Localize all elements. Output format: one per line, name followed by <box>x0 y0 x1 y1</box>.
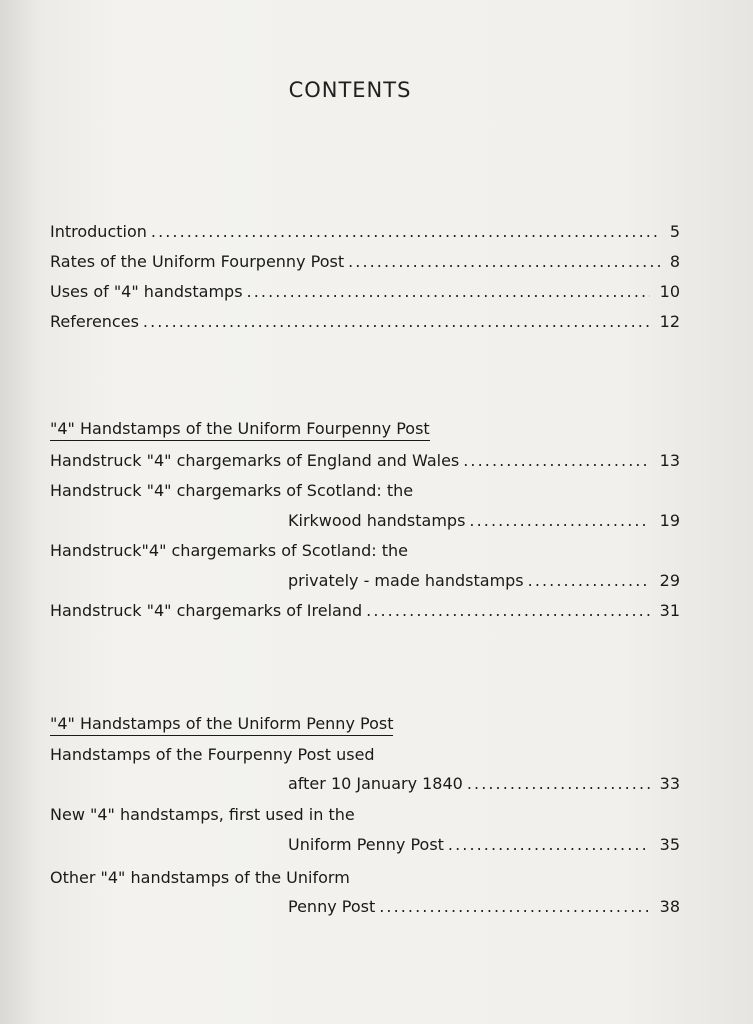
toc-entry-label: Penny Post <box>288 897 376 916</box>
toc-entry-uses[interactable] <box>50 280 680 304</box>
toc-entry-line: Handstamps of the Fourpenny Post used <box>50 745 375 764</box>
toc-entry-line: Other "4" handstamps of the Uniform <box>50 868 350 887</box>
toc-entry-line: Handstruck "4" chargemarks of Scotland: the <box>50 481 414 500</box>
toc-entry-label: Handstruck "4" chargemarks of England and Wales <box>50 451 460 470</box>
dot-leader <box>366 599 650 623</box>
dot-leader <box>469 509 649 533</box>
dot-leader <box>247 280 650 304</box>
toc-entry-page: 12 <box>659 312 680 331</box>
dot-leader <box>448 833 650 857</box>
toc-entry-rates[interactable] <box>50 250 680 274</box>
toc-entry-label: References <box>50 312 139 331</box>
toc-entry-label: Uses of "4" handstamps <box>50 282 243 301</box>
toc-entry-page: 35 <box>659 835 680 854</box>
toc-entry-label: Uniform Penny Post <box>288 835 444 854</box>
toc-entry-kirkwood[interactable] <box>288 509 680 533</box>
toc-entry-page: 5 <box>669 222 680 241</box>
toc-entry-england-wales[interactable] <box>50 449 680 473</box>
toc-entry-label: privately - made handstamps <box>288 571 524 590</box>
toc-entry-page: 33 <box>659 774 680 793</box>
toc-entry-page: 31 <box>659 601 680 620</box>
toc-entry-page: 10 <box>659 282 680 301</box>
dot-leader <box>467 772 650 796</box>
toc-entry-page: 19 <box>659 511 680 530</box>
toc-entry-ireland[interactable] <box>50 599 680 623</box>
dot-leader <box>379 895 649 919</box>
toc-entry-line: Handstruck"4" chargemarks of Scotland: the <box>50 541 409 560</box>
toc-entry-label: Handstruck "4" chargemarks of Ireland <box>50 601 363 620</box>
toc-entry-introduction[interactable] <box>50 220 680 244</box>
toc-entry-line: New "4" handstamps, first used in the <box>50 805 355 824</box>
page-title: CONTENTS <box>288 78 412 102</box>
toc-entry-label: Introduction <box>50 222 147 241</box>
toc-entry-after-1840[interactable] <box>288 772 680 796</box>
toc-entry-uniform-penny-post[interactable] <box>288 833 680 857</box>
dot-leader <box>463 449 649 473</box>
toc-entry-label: Kirkwood handstamps <box>288 511 466 530</box>
toc-entry-privately-made[interactable] <box>288 569 680 593</box>
dot-leader <box>151 220 660 244</box>
toc-entry-label: Rates of the Uniform Fourpenny Post <box>50 252 345 271</box>
toc-entry-page: 38 <box>659 897 680 916</box>
toc-entry-other-penny-post[interactable] <box>288 895 680 919</box>
dot-leader <box>348 250 660 274</box>
section-heading-fourpenny: "4" Handstamps of the Uniform Fourpenny Post <box>50 418 430 441</box>
section-heading-penny: "4" Handstamps of the Uniform Penny Post <box>50 713 393 736</box>
toc-entry-references[interactable] <box>50 310 680 334</box>
toc-entry-page: 29 <box>659 571 680 590</box>
toc-entry-page: 13 <box>659 451 680 470</box>
dot-leader <box>528 569 650 593</box>
dot-leader <box>143 310 650 334</box>
toc-entry-label: after 10 January 1840 <box>288 774 463 793</box>
toc-entry-page: 8 <box>669 252 680 271</box>
